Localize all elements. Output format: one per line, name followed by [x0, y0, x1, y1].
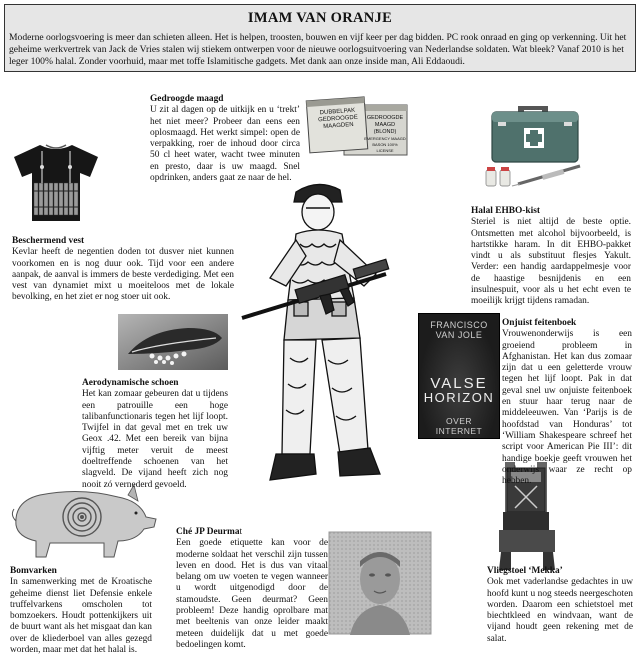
article-heading: Beschermend vest [12, 236, 85, 246]
article-body: Ook met vaderlandse gedachtes in uw hoofd kunt u nog steeds neergeschoten worden. Daarom een schietstoel met biechtkleed en windvaan, want de vijand houdt geen rekening met de salat. [487, 577, 633, 644]
article-halal-ehbo-kist [471, 206, 631, 308]
article-heading-main: Ché JP Deurma [176, 527, 240, 537]
article-heading: Gedroogde maagd [150, 94, 224, 104]
article-aerodynamische-schoen [82, 378, 228, 491]
article-body: Steriel is niet altijd de beste optie. Ontsmetten met alcohol bijvoorbeeld, is hartstikke haram. In dit EHBO-pakket vindt u als substituut flesjes Yakult. Verder: een handig aardappelmesje voor de haastige besnijdenis en een insulnespuit, voor als u het echt even te moeilijk krijgt tijdens ramadan. [471, 217, 631, 307]
book-subtitle: OVER INTERNET [435, 416, 483, 436]
soldier-image [236, 178, 414, 490]
maagden-packages-image [306, 97, 409, 159]
package-back-sub: BASON 100% LICENSE [372, 142, 398, 153]
package-front-line: DUBBELPAK [319, 107, 356, 117]
article-body: In samenwerking met de Kroatische geheime dienst liet Defensie enkele truffelvarkens omscholen tot bomzoekers. Houdt pottenkijkers uit de buurt want als het misgaat dan kan over de kliederboel van alles gezegd worden, maar met dat het halal is. [10, 577, 152, 656]
article-heading: Onjuist feitenboek [502, 318, 577, 328]
article-heading: Aerodynamische schoen [82, 378, 179, 388]
article-body: Kevlar heeft de negentien doden tot dusver niet kunnen voorkomen en is nog duur ook. Tijd voor een andere aanpak, de aanval is immers de beste verdediging. Met een vest van dynamiet mixt u moeiteloos met de lokale bevolking, en het ziet er nog stoer uit ook. [12, 247, 234, 303]
book-author: FRANCISCO VAN JOLE [430, 320, 488, 340]
article-heading-tail: t [239, 527, 243, 537]
article-beschermend-vest [12, 236, 234, 304]
dynamite-vest-image [12, 143, 100, 223]
article-heading: Vliegstoel ‘Mekka’ [487, 566, 563, 576]
article-bomvarken [10, 566, 152, 656]
article-gedroogde-maagd [150, 94, 300, 184]
article-body: U zit al dagen op de uitkijk en u ‘trekt’ het niet meer? Probeer dan eens een oplosmaagd. Het werkt simpel: open de verpakking, roer de inhoud door circa 50 cl heet water, wacht twee minuten en presto, daar is uw maagd. Snel opdrinken, anders gaat ze naar de hel. [150, 105, 300, 184]
article-heading [176, 527, 328, 538]
header-box [4, 4, 636, 72]
article-deurmat [176, 527, 328, 651]
page-title: IMAM VAN ORANJE [247, 10, 393, 26]
package-back-sub: EMERGENCY MAAGD [364, 136, 406, 141]
article-body: Vrouwenonderwijs is een groeiend probleem in Afghanistan. Het kan dus zomaar zijn dat u een geletterde vrouw tegen het lijf loopt. Pak in dat geval snel uw onjuiste feitenboek en stuur haar terug naar de middeleeuwen. Van ‘Parijs is de hoofdstad van Honduras’ tot ‘William Shakespeare schreef het script voor American Pie III’: dit handige boekje geeft vrouwen het onderwijs waar ze recht op hebben. [502, 329, 632, 487]
package-back-line: MAAGD (BLOND) [373, 122, 397, 135]
package-front-line: GEDROOGDE [317, 114, 358, 124]
article-heading: Bomvarken [10, 566, 57, 576]
article-body: Het kan zomaar gebeuren dat u tijdens een patrouille een hoge talibanfunctionaris tegen het lijf loopt. Twijfel in dat geval met en trek uw Geox .42. Met een bereik van bijna vijftig meter veruit de meest doeltreffende schoenen van het slagveld. De vijand heeft zich nog nooit zó vernederd gevoeld. [82, 389, 228, 490]
article-vliegstoel [487, 566, 633, 645]
package-back-line: GEDROOGDE [366, 115, 404, 121]
package-front-line: MAAGDEN [323, 121, 354, 131]
book-cover-image [418, 313, 500, 439]
book-title-line-2: HORIZON [423, 390, 495, 405]
aerodynamic-shoe-image [118, 314, 228, 370]
article-body: Een goede etiquette kan voor de moderne soldaat het verschil zijn tussen leven en dood. Het is dus van vitaal belang om uw voeten te vegen wanneer u wordt uitgenodigd door de stamoudste. Geen deurmat? Geen probleem! Deze handig oprolbare mat met beeltenis van onze leider maakt meteen duidelijk dat u met goede bedoelingen komt. [176, 538, 328, 650]
bomb-pig-image [10, 481, 158, 559]
first-aid-kit-image [484, 100, 586, 196]
doormat-image [328, 531, 432, 635]
intro-text: Moderne oorlogsvoering is meer dan schieten alleen. Het is helpen, troosten, bouwen en vijf keer per dag bidden. PC rook onraad en ging op verkenning. Uit het geheime werkvertrek van Jack de Vries stalen wij stiekem ontwerpen voor de nieuwe oorlogsuitvoering van Nederlandse soldaten. Wat bleek? Vanaf 2010 is het leger 100% halal. Zonder voorhuid, maar met toffe Islamitische gadgets. Met dank aan onze inside man, Ali Eddaoudi. [9, 32, 627, 67]
article-heading: Halal EHBO-kist [471, 206, 541, 216]
book-title-line-1: VALSE [430, 375, 488, 392]
article-onjuist-feitenboek [502, 318, 632, 487]
